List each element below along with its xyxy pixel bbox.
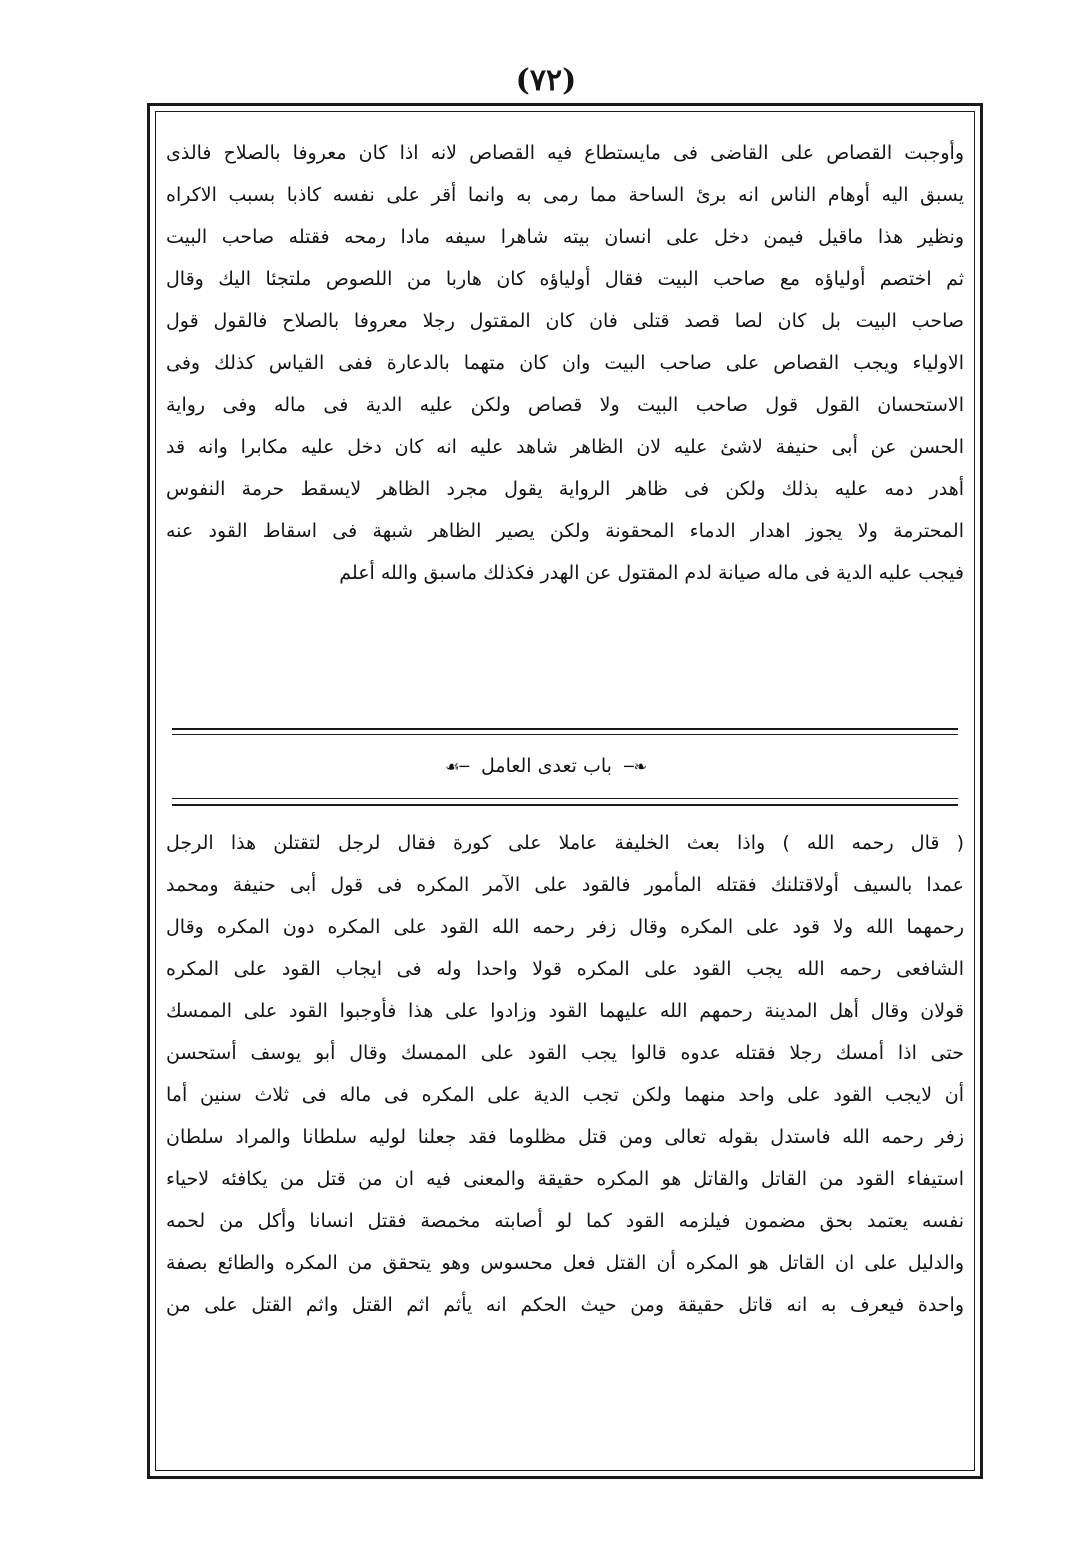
section-title: باب تعدی العامل bbox=[481, 755, 612, 777]
text-line: نفسه يعتمد بحق مضمون فيلزمه القود كما لو أصابته مخمصة فقتل انسانا وأكل من لحمه bbox=[166, 1210, 964, 1232]
text-line: الشافعى رحمه الله يجب القود على المكره قولا واحدا وله فى ايجاب القود على المكره bbox=[166, 958, 964, 980]
text-line: والدليل على ان القاتل هو المكره أن القتل فعل محسوس وهو يتحقق من المكره والطائع بصفة bbox=[166, 1252, 964, 1274]
text-line: صاحب البيت بل كان لصا قصد قتلى فان كان المقتول رجلا معروفا بالصلاح فالقول قول bbox=[166, 310, 964, 332]
text-line: استيفاء القود من القاتل والقاتل هو المكره حقيقة والمعنى فيه ان من قتل من يكافئه لاحياء bbox=[166, 1168, 964, 1190]
section-divider-top bbox=[172, 728, 958, 730]
text-line: يسبق اليه أوهام الناس انه برئ الساحة مما رمى به وانما أقر على نفسه كاذبا بسبب الاكراه bbox=[166, 184, 964, 206]
text-line: الاستحسان القول قول صاحب البيت ولا قصاص ولكن عليه الدية فى ماله وفى رواية bbox=[166, 394, 964, 416]
text-line: أن لايجب القود على واحد منهما ولكن تجب الدية على المكره فى ماله فى ثلاث سنين أما bbox=[166, 1084, 964, 1106]
text-line: قولان وقال أهل المدينة رحمهم الله عليهما القود وزادوا على هذا فأوجبوا القود على الممسك bbox=[166, 1000, 964, 1022]
paragraph-1 bbox=[166, 132, 964, 594]
text-line: واحدة فيعرف به انه قاتل حقيقة ومن حيث الحكم انه يأثم اثم القتل واثم القتل على من bbox=[166, 1294, 964, 1316]
text-line: ( قال رحمه الله ) واذا بعث الخليفة عاملا على كورة فقال لرجل لتقتلن هذا الرجل bbox=[166, 832, 964, 854]
text-line: زفر رحمه الله فاستدل بقوله تعالى ومن قتل مظلوما فقد جعلنا لوليه سلطانا والمراد سلطان bbox=[166, 1126, 964, 1148]
section-divider-bottom bbox=[172, 804, 958, 806]
text-line: رحمهما الله ولا قود على المكره وقال زفر رحمه الله القود على المكره دون المكره وقال bbox=[166, 916, 964, 938]
text-line: المحترمة ولا يجوز اهدار الدماء المحقونة ولكن يصير الظاهر شبهة فى اسقاط القود عنه bbox=[166, 520, 964, 542]
text-line: وأوجبت القصاص على القاضى فى مايستطاع فيه القصاص لانه اذا كان معروفا بالصلاح فالذى bbox=[166, 142, 964, 164]
text-line: الحسن عن أبى حنيفة لاشئ عليه لان الظاهر شاهد عليه انه كان دخل عليه مكابرا وانه قد bbox=[166, 436, 964, 458]
text-line: عمدا بالسيف أولاقتلنك فقتله المأمور فالقود على الآمر المكره فى قول أبى حنيفة ومحمد bbox=[166, 874, 964, 896]
section-heading bbox=[0, 746, 1092, 787]
section-divider-bottom-thin bbox=[172, 798, 958, 799]
ornament-right: ❧─ bbox=[623, 757, 648, 776]
text-line: حتى اذا أمسك رجلا فقتله عدوه قالوا يجب القود على الممسك وقال أبو يوسف أستحسن bbox=[166, 1042, 964, 1064]
text-line: ثم اختصم أولياؤه مع صاحب البيت فقال أولياؤه كان هاربا من اللصوص ملتجئا اليك وقال bbox=[166, 268, 964, 290]
text-line: أهدر دمه عليه بذلك ولكن فى ظاهر الرواية يقول مجرد الظاهر لايسقط حرمة النفوس bbox=[166, 478, 964, 500]
text-line: الاولياء ويجب القصاص على صاحب البيت وان كان متهما بالدعارة ففى القياس كذلك وفى bbox=[166, 352, 964, 374]
page-number: (٧٢) bbox=[515, 63, 577, 98]
text-line: ونظير هذا ماقيل فيمن دخل على انسان بيته شاهرا سيفه مادا رمحه فقتله صاحب البيت bbox=[166, 226, 964, 248]
paragraph-2 bbox=[166, 822, 964, 1326]
text-line: فيجب عليه الدية فى ماله صيانة لدم المقتول عن الهدر فكذلك ماسبق والله أعلم bbox=[339, 562, 964, 584]
ornament-left: ─☙ bbox=[444, 757, 469, 776]
section-divider-top-thin bbox=[172, 734, 958, 735]
